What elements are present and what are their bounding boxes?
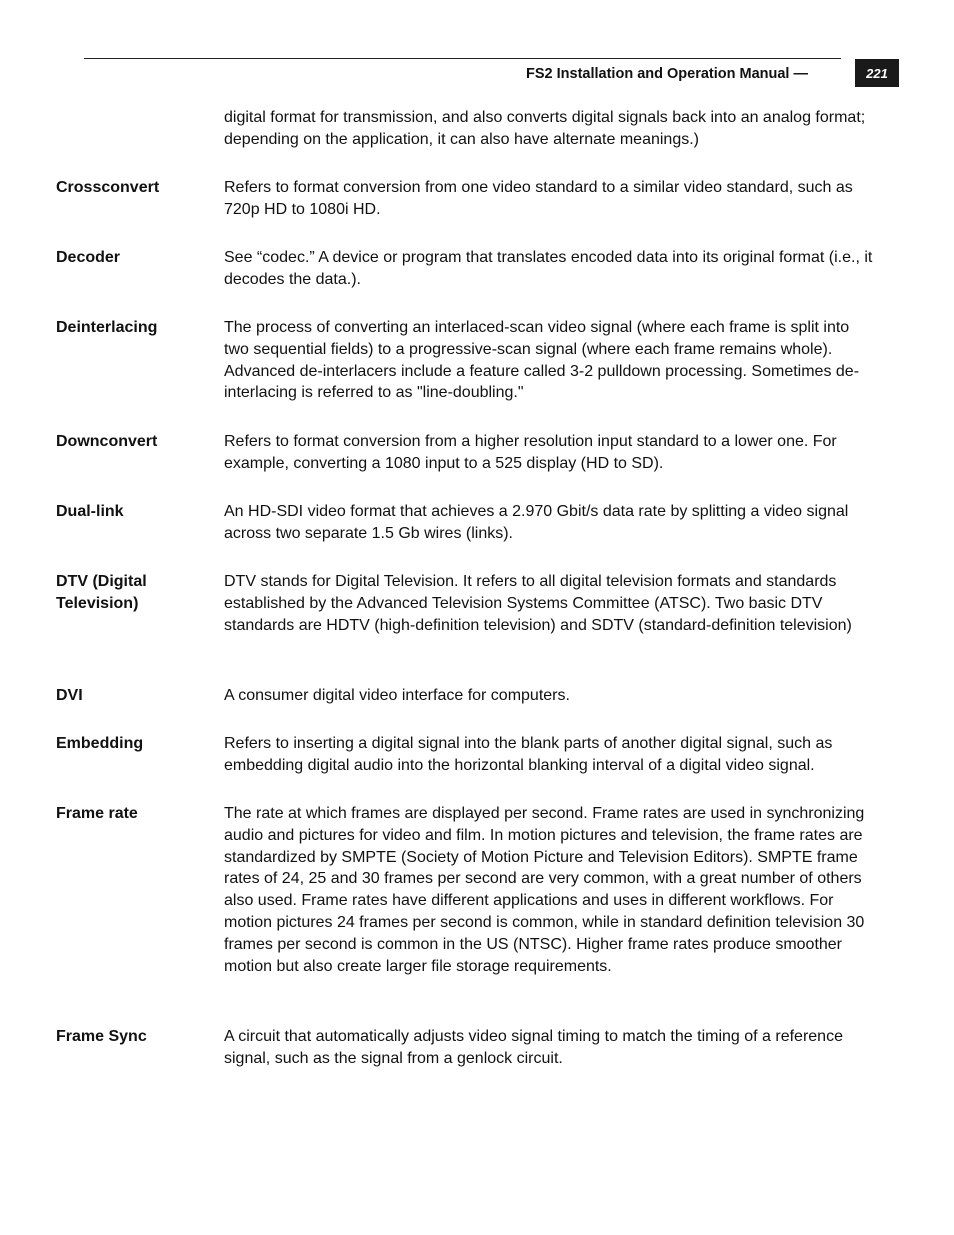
glossary-term: Deinterlacing: [56, 319, 158, 336]
glossary-term: Frame Sync: [56, 1028, 147, 1045]
glossary-definition: Refers to inserting a digital signal into the blank parts of another digital signal, such as embedding digital audio into the horizontal blanking interval of a digital video signal.: [224, 735, 833, 774]
glossary-definition: Refers to format conversion from a higher resolution input standard to a lower one. For example, converting a 1080 input to a 525 display (HD to SD).: [224, 433, 837, 472]
glossary-definition: A circuit that automatically adjusts video signal timing to match the timing of a reference signal, such as the signal from a genlock circuit.: [224, 1028, 843, 1067]
glossary-term: Embedding: [56, 735, 144, 752]
glossary-term: Frame rate: [56, 805, 138, 822]
glossary-definition: A consumer digital video interface for computers.: [224, 687, 570, 704]
continued-definition: digital format for transmission, and also converts digital signals back into an analog format; depending on the application, it can also have alternate meanings.): [224, 109, 866, 148]
running-header-title: FS2 Installation and Operation Manual —: [526, 66, 808, 82]
glossary-definition: The process of converting an interlaced-scan video signal (where each frame is split into two sequential fields) to a progressive-scan signal (where each frame remains whole). Advanced de-interlacers include a feature called 3-2 pulldown processing. Sometimes de-interlacing is referred to as "line-doubling.": [224, 319, 860, 402]
glossary-term: Dual-link: [56, 503, 124, 520]
glossary-term: Downconvert: [56, 433, 158, 450]
glossary-term: DTV (Digital Television): [56, 573, 147, 612]
header-rule: [84, 58, 841, 59]
glossary-term: Decoder: [56, 249, 121, 266]
glossary-term: Crossconvert: [56, 179, 160, 196]
glossary-definition: See “codec.” A device or program that translates encoded data into its original format (i.e., it decodes the data.).: [224, 249, 873, 288]
glossary-definition: Refers to format conversion from one video standard to a similar video standard, such as 720p HD to 1080i HD.: [224, 179, 853, 218]
glossary-definition: The rate at which frames are displayed per second. Frame rates are used in synchronizing audio and pictures for video and film. In motion pictures and television, the frame rates are standardized by SMPTE (Society of Motion Picture and Television Editors). SMPTE frame rates of 24, 25 and 30 frames per second are very common, with a great number of others also used. Frame rates have different applications and uses in different workflows. For motion pictures 24 frames per second is common, while in standard definition television 30 frames per second is common in the US (NTSC). Higher frame rates produce smoother motion but also create larger file storage requirements.: [224, 805, 865, 975]
glossary-term: DVI: [56, 687, 83, 704]
page-number: 221: [855, 59, 899, 87]
glossary-definition: DTV stands for Digital Television. It refers to all digital television formats and standards established by the Advanced Television Systems Committee (ATSC). Two basic DTV standards are HDTV (high-definition television) and SDTV (standard-definition television): [224, 573, 852, 634]
glossary-definition: An HD-SDI video format that achieves a 2.970 Gbit/s data rate by splitting a video signal across two separate 1.5 Gb wires (links).: [224, 503, 849, 542]
